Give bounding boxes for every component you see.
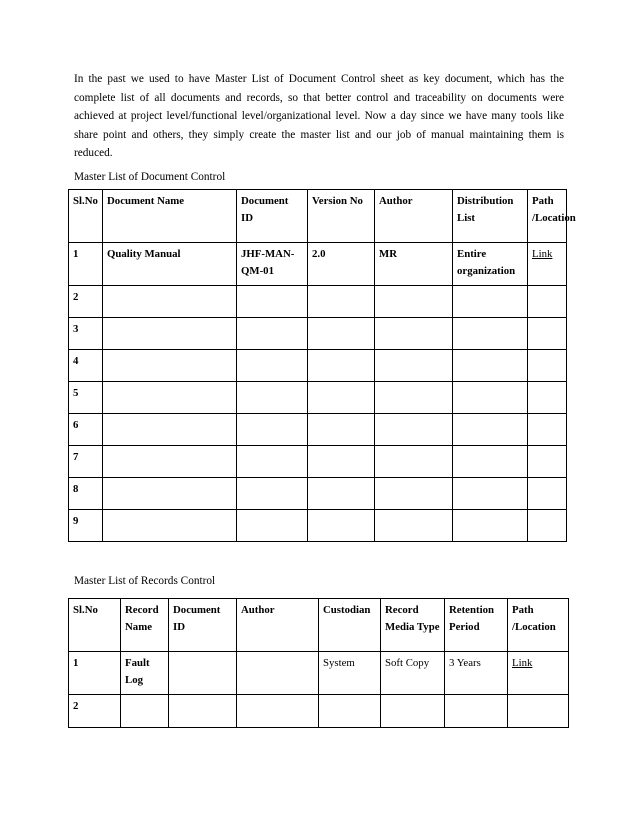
header-retention-period: Retention Period — [445, 599, 508, 652]
cell-empty — [237, 286, 308, 318]
header-document-name: Document Name — [103, 190, 237, 243]
cell-empty — [319, 695, 381, 728]
table-row — [69, 350, 567, 382]
document-control-table — [68, 189, 576, 542]
table-header-row — [69, 599, 569, 652]
table-header-row — [69, 190, 567, 243]
cell-sl-no: 5 — [69, 382, 103, 414]
cell-record-media-type: Soft Copy — [381, 652, 445, 695]
cell-empty — [528, 414, 567, 446]
cell-empty — [528, 382, 567, 414]
records-control-caption: Master List of Records Control — [74, 575, 216, 587]
cell-custodian: System — [319, 652, 381, 695]
header-path-location: Path /Location — [508, 599, 569, 652]
header-author: Author — [237, 599, 319, 652]
cell-version-no: 2.0 — [308, 243, 375, 286]
header-sl-no: Sl.No — [69, 599, 121, 652]
cell-document-name: Quality Manual — [103, 243, 237, 286]
cell-empty — [169, 695, 237, 728]
cell-empty — [103, 382, 237, 414]
cell-record-name: Fault Log — [121, 652, 169, 695]
cell-empty — [237, 510, 308, 542]
records-control-table — [68, 598, 569, 728]
table-row — [69, 652, 569, 695]
cell-empty — [308, 446, 375, 478]
cell-empty — [237, 695, 319, 728]
cell-empty — [308, 478, 375, 510]
cell-empty — [103, 414, 237, 446]
header-distribution-list: Distribution List — [453, 190, 528, 243]
table-row — [69, 382, 567, 414]
document-control-body — [69, 190, 576, 542]
cell-empty — [453, 510, 528, 542]
cell-empty — [508, 695, 569, 728]
cell-empty — [237, 446, 308, 478]
cell-empty — [103, 318, 237, 350]
path-link[interactable]: Link — [532, 248, 553, 260]
cell-empty — [237, 414, 308, 446]
cell-empty — [453, 286, 528, 318]
cell-empty — [308, 318, 375, 350]
cell-empty — [453, 382, 528, 414]
table-row — [69, 510, 567, 542]
header-record-media-type: Record Media Type — [381, 599, 445, 652]
header-path-location: Path /Location — [528, 190, 567, 243]
cell-empty — [121, 695, 169, 728]
cell-empty — [453, 446, 528, 478]
document-control-caption: Master List of Document Control — [74, 171, 226, 183]
cell-empty — [103, 510, 237, 542]
cell-sl-no: 3 — [69, 318, 103, 350]
cell-empty — [528, 446, 567, 478]
cell-author: MR — [375, 243, 453, 286]
header-custodian: Custodian — [319, 599, 381, 652]
cell-empty — [103, 350, 237, 382]
cell-empty — [237, 350, 308, 382]
table-row — [69, 286, 567, 318]
path-link[interactable]: Link — [512, 657, 533, 669]
cell-empty — [375, 478, 453, 510]
cell-empty — [375, 414, 453, 446]
cell-empty — [453, 318, 528, 350]
header-version-no: Version No — [308, 190, 375, 243]
table-row — [69, 478, 567, 510]
cell-sl-no: 7 — [69, 446, 103, 478]
cell-author — [237, 652, 319, 695]
cell-empty — [453, 414, 528, 446]
cell-empty — [453, 350, 528, 382]
cell-empty — [308, 350, 375, 382]
table-row — [69, 318, 567, 350]
cell-empty — [237, 382, 308, 414]
table-row — [69, 446, 567, 478]
cell-empty — [453, 478, 528, 510]
header-author: Author — [375, 190, 453, 243]
header-document-id: Document ID — [169, 599, 237, 652]
cell-sl-no: 6 — [69, 414, 103, 446]
cell-empty — [528, 286, 567, 318]
header-sl-no: Sl.No — [69, 190, 103, 243]
cell-empty — [528, 350, 567, 382]
cell-sl-no: 4 — [69, 350, 103, 382]
cell-empty — [237, 318, 308, 350]
cell-empty — [103, 446, 237, 478]
cell-empty — [237, 478, 308, 510]
cell-document-id: JHF-MAN-QM-01 — [237, 243, 308, 286]
cell-sl-no: 2 — [69, 286, 103, 318]
cell-document-id — [169, 652, 237, 695]
header-document-id: Document ID — [237, 190, 308, 243]
header-record-name: Record Name — [121, 599, 169, 652]
cell-sl-no: 1 — [69, 652, 121, 695]
cell-empty — [528, 478, 567, 510]
cell-sl-no: 2 — [69, 695, 121, 728]
intro-paragraph: In the past we used to have Master List of Document Control sheet as key document, which has the complete list of all documents and records, so that better control and traceability on documents were achieved at project level/functional level/organizational level. Now a day since we have many tools like share point and others, they simply create the master list and our job of manual maintaining them is reduced. — [74, 73, 564, 160]
cell-empty — [445, 695, 508, 728]
cell-empty — [375, 286, 453, 318]
cell-empty — [528, 318, 567, 350]
cell-empty — [375, 382, 453, 414]
records-control-body — [69, 599, 569, 728]
cell-empty — [528, 510, 567, 542]
cell-empty — [381, 695, 445, 728]
cell-empty — [103, 478, 237, 510]
cell-distribution-list: Entire organization — [453, 243, 528, 286]
cell-sl-no: 9 — [69, 510, 103, 542]
cell-sl-no: 1 — [69, 243, 103, 286]
table-row — [69, 414, 567, 446]
cell-empty — [375, 510, 453, 542]
cell-empty — [308, 510, 375, 542]
table-row — [69, 243, 567, 286]
cell-empty — [308, 382, 375, 414]
cell-empty — [375, 446, 453, 478]
cell-empty — [375, 350, 453, 382]
cell-retention-period: 3 Years — [445, 652, 508, 695]
cell-empty — [308, 414, 375, 446]
table-row — [69, 695, 569, 728]
cell-empty — [308, 286, 375, 318]
cell-empty — [375, 318, 453, 350]
cell-path-location — [508, 652, 569, 695]
cell-sl-no: 8 — [69, 478, 103, 510]
cell-path-location — [528, 243, 567, 286]
cell-empty — [103, 286, 237, 318]
